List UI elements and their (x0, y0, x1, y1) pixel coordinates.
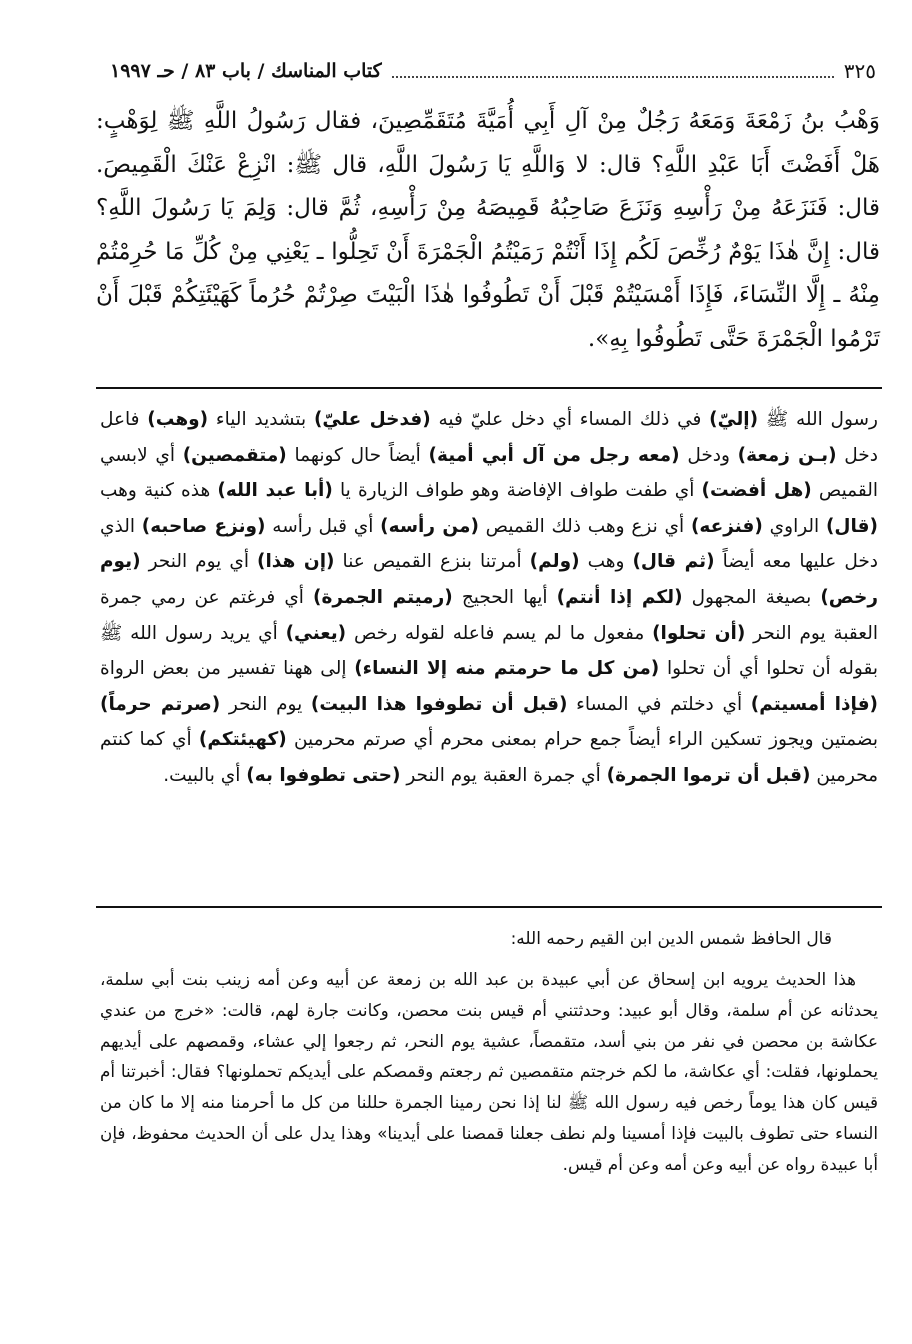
commentary-quoted-phrase: (ونزع صاحبه) (141, 515, 266, 537)
section-divider-top (96, 387, 882, 389)
commentary-block (100, 402, 878, 794)
commentary-quoted-phrase: (قال) (825, 515, 878, 537)
commentary-quoted-phrase: (فدخل عليّ) (313, 409, 431, 430)
commentary-segment: إلى ههنا تفسير من بعض الرواة (100, 658, 355, 680)
commentary-segment: أي يريد رسول الله ﷺ بقوله أن تحلوا أي أن تحلوا (100, 622, 878, 680)
running-header (110, 56, 876, 86)
commentary-quoted-phrase: (قبل أن تطوفوا هذا البيت) (310, 693, 568, 715)
commentary-segment: أي بالبيت. (163, 764, 247, 786)
commentary-segment: أي يوم النحر (140, 551, 258, 573)
commentary-segment: وهب (579, 551, 633, 573)
commentary-quoted-phrase: (ثم قال) (632, 551, 715, 573)
commentary-quoted-phrase: (أن تحلوا) (652, 622, 746, 644)
commentary-segment: يوم النحر (220, 693, 311, 715)
commentary-quoted-phrase: (حتى تطوفوا به) (246, 764, 401, 786)
commentary-segment: بتشديد الياء (208, 409, 314, 430)
commentary-quoted-phrase: (بـن زمعة) (737, 444, 837, 466)
commentary-segment: الراوي (762, 515, 826, 537)
commentary-segment: أي لابسي القميص (100, 444, 878, 502)
commentary-segment: أي جمرة العقبة يوم النحر (400, 764, 607, 786)
commentary-segment: أمرتنا بنزع القميص عنا (334, 551, 530, 573)
commentary-quoted-phrase: (متقمصين) (182, 444, 287, 466)
commentary-quoted-phrase: (يعني) (285, 622, 347, 644)
header-title: كتاب المناسك / باب ٨٣ / حـ ١٩٩٧ (110, 60, 382, 82)
commentary-segment: أي قبل رأسه (265, 515, 381, 537)
commentary-segment: في ذلك المساء أي دخل عليّ فيه (430, 409, 710, 430)
commentary-quoted-phrase: (ولم) (529, 551, 580, 573)
commentary-quoted-phrase: (لكم إذا أنتم) (556, 586, 683, 608)
commentary-quoted-phrase: (صرتم حرماً) (100, 693, 221, 715)
commentary-quoted-phrase: (من كل ما حرمتم منه إلا النساء) (354, 658, 660, 680)
commentary-quoted-phrase: (فنزعه) (690, 515, 763, 537)
header-leader-dots (392, 76, 834, 78)
commentary-segment: رسول الله ﷺ (758, 409, 878, 430)
commentary-text (100, 402, 878, 794)
commentary-quoted-phrase: (هل أفضت) (701, 480, 812, 502)
commentary-quoted-phrase: (معه رجل من آل أبي أمية) (428, 444, 680, 466)
commentary-quoted-phrase: (أبا عبد الله) (217, 480, 333, 502)
commentary-quoted-phrase: (إليّ) (709, 409, 759, 430)
commentary-segment: ودخل (679, 444, 738, 466)
commentary-quoted-phrase: (قبل أن ترموا الجمرة) (606, 764, 811, 786)
ibn-qayyim-block (100, 964, 878, 1180)
hadith-text: وَهْبُ بنُ زَمْعَةَ وَمَعَهُ رَجُلٌ مِنْ آلِ أَبِي أُمَيَّةَ مُتَقَمِّصِينَ، فقال رَسُولُ اللَّهِ ﷺ لِوَهْبٍ: هَلْ أَفَضْتَ أَبَا عَبْدِ اللَّهِ؟ قال: لا وَاللَّهِ يَا رَسُولَ اللَّهِ، قال ﷺ: انْزِعْ عَنْكَ الْقَمِيصَ. قال: فَنَزَعَهُ مِنْ رَأْسِهِ وَنَزَعَ صَاحِبُهُ قَمِيصَهُ مِنْ رَأْسِهِ، ثُمَّ قال: وَلِمَ يَا رَسُولَ اللَّهِ؟ قال: إِنَّ هٰذَا يَوْمٌ رُخِّصَ لَكُم إِذَا أَنْتُمْ رَمَيْتُمُ الْجَمْرَةَ أَنْ تَحِلُّوا ـ يَعْنِي مِنْ كُلِّ مَا حُرِمْتُمْ مِنْهُ ـ إِلَّا النِّسَاءَ، فَإِذَا أَمْسَيْتُمْ قَبْلَ أَنْ تَطُوفُوا هٰذَا الْبَيْتَ صِرْتُمْ حُرُماً كَهَيْئَتِكُمْ قَبْلَ أَنْ تَرْمُوا الْجَمْرَةَ حَتَّى تَطُوفُوا بِهِ». (96, 108, 880, 352)
commentary-quoted-phrase: (كهيئتكم) (198, 729, 287, 751)
commentary-quoted-phrase: (من رأسه) (380, 515, 479, 537)
section-divider-bottom (96, 906, 882, 908)
commentary-segment: أي دخلتم في المساء (567, 693, 751, 715)
commentary-quoted-phrase: (إن هذا) (257, 551, 335, 573)
commentary-quoted-phrase: (رميتم الجمرة) (313, 586, 453, 608)
commentary-quoted-phrase: (فإذا أمسيتم) (750, 693, 879, 715)
commentary-segment: أي طفت طواف الإفاضة وهو طواف الزيارة يا (332, 480, 702, 502)
ibn-qayyim-text: هذا الحديث يرويه ابن إسحاق عن أبي عبيدة بن عبد الله بن زمعة عن أبيه وعن أمه زينب بنت أبي سلمة، يحدثانه عن أم سلمة، وقال أبو عبيد: وحدثتني أم قيس بنت محصن، وكانت جارة لهم، قالت: «خرج من عندي عكاشة بن محصن في نفر من بني أسد، متقمصاً، عشية يوم النحر، ثم رجعوا إلي عشاء، وقمصهم على أيديهم يحملونها، فقلت: أي عكاشة، ما لكم خرجتم متقمصين ثم رجعتم وقمصكم على أيديكم تحملونها؟ فقال: أخبرتنا أم قيس كان هذا يوماً رخص فيه رسول الله ﷺ لنا إذا نحن رمينا الجمرة حللنا من كل ما أحرمنا منه إلا ما كان من النساء حتى تطوف بالبيت فإذا أمسينا ولم نطف جعلنا قمصنا على أيدينا» وهذا يدل على أن الحديث محفوظ، فإن أبا عبيدة رواه عن أبيه وعن أمه وعن أم قيس. (100, 969, 878, 1174)
commentary-segment: أيضاً حال كونهما (286, 444, 429, 466)
commentary-segment: أي نزع وهب ذلك القميص (478, 515, 691, 537)
commentary-quoted-phrase: (يوم رخص) (100, 551, 878, 608)
commentary-segment: هذه كنية وهب (100, 480, 218, 502)
commentary-segment: بصيغة المجهول (682, 586, 821, 608)
commentary-segment: بضمتين ويجوز تسكين الراء أيضاً جمع حرام بمعنى محرم أي صرتم محرمين (286, 729, 878, 751)
hadith-text-block (96, 100, 880, 361)
ibn-qayyim-heading: قال الحافظ شمس الدين ابن القيم رحمه الله: (510, 929, 832, 949)
commentary-segment: أيها الحجيج (452, 586, 557, 608)
commentary-segment: الذي دخل عليها معه أيضاً (100, 515, 879, 573)
commentary-segment: أي فرغتم عن رمي جمرة العقبة يوم النحر (100, 586, 878, 644)
commentary-segment: أي كما كنتم محرمين (100, 729, 878, 786)
commentary-segment: فاعل دخل (100, 409, 878, 466)
commentary-segment: مفعول ما لم يسم فاعله لقوله رخص (346, 622, 653, 644)
commentary-quoted-phrase: (وهب) (147, 409, 209, 430)
page-number: ٣٢٥ (843, 59, 876, 83)
